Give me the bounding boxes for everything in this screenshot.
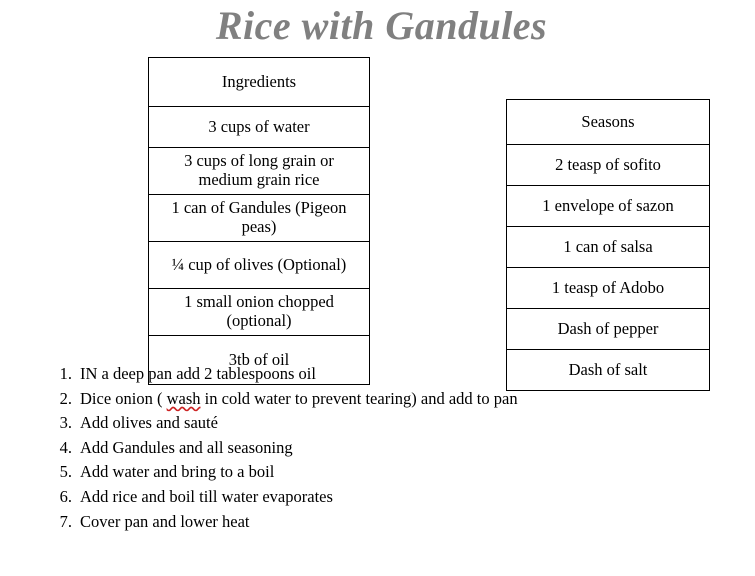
- tables-container: [8, 57, 755, 377]
- table-row: [149, 195, 370, 242]
- table-row: [507, 100, 710, 145]
- table-row: [507, 186, 710, 227]
- ingredient-cell: 1 can of Gandules (Pigeon peas): [149, 195, 370, 242]
- season-cell: Dash of salt: [507, 350, 710, 391]
- step-text-pre: Add Gandules and all seasoning: [80, 437, 293, 457]
- season-cell: Dash of pepper: [507, 309, 710, 350]
- ingredients-header-cell: Ingredients: [149, 58, 370, 107]
- table-row: [507, 145, 710, 186]
- ingredient-cell: ¼ cup of olives (Optional): [149, 242, 370, 289]
- table-row: [149, 148, 370, 195]
- step-text-pre: Cover pan and lower heat: [80, 511, 250, 531]
- table-row: [507, 268, 710, 309]
- list-item: [8, 363, 755, 384]
- season-cell: 1 envelope of sazon: [507, 186, 710, 227]
- step-text-post: in cold water to prevent tearing) and add to pan: [200, 388, 518, 408]
- step-text-marked: wash: [166, 388, 201, 408]
- table-row: [507, 227, 710, 268]
- instructions-list: [8, 363, 755, 532]
- seasons-header-cell: Seasons: [507, 100, 710, 145]
- list-item: [8, 437, 755, 458]
- ingredient-cell: 3tb of oil: [149, 336, 370, 385]
- list-item: [8, 511, 755, 532]
- season-cell: 1 teasp of Adobo: [507, 268, 710, 309]
- list-item: [8, 461, 755, 482]
- season-cell: 2 teasp of sofito: [507, 145, 710, 186]
- ingredient-cell: 1 small onion chopped (optional): [149, 289, 370, 336]
- step-text-pre: Dice onion (: [80, 388, 167, 408]
- table-row: [149, 289, 370, 336]
- step-text-pre: Add rice and boil till water evaporates: [80, 487, 333, 507]
- table-row: [149, 58, 370, 107]
- document-page: [0, 2, 755, 576]
- season-cell: 1 can of salsa: [507, 227, 710, 268]
- table-row: [507, 309, 710, 350]
- step-text-pre: Add olives and sauté: [80, 413, 218, 433]
- table-row: [149, 242, 370, 289]
- ingredients-table: [148, 57, 370, 385]
- step-text-pre: IN a deep pan add 2 tablespoons oil: [80, 364, 316, 383]
- list-item: [8, 412, 755, 433]
- list-item: [8, 388, 755, 409]
- seasons-table: [506, 99, 710, 391]
- ingredient-cell: 3 cups of water: [149, 107, 370, 148]
- ingredient-cell: 3 cups of long grain or medium grain rice: [149, 148, 370, 195]
- step-text-pre: Add water and bring to a boil: [80, 462, 275, 482]
- page-title: Rice with Gandules: [215, 3, 548, 48]
- list-item: [8, 486, 755, 507]
- table-row: [149, 107, 370, 148]
